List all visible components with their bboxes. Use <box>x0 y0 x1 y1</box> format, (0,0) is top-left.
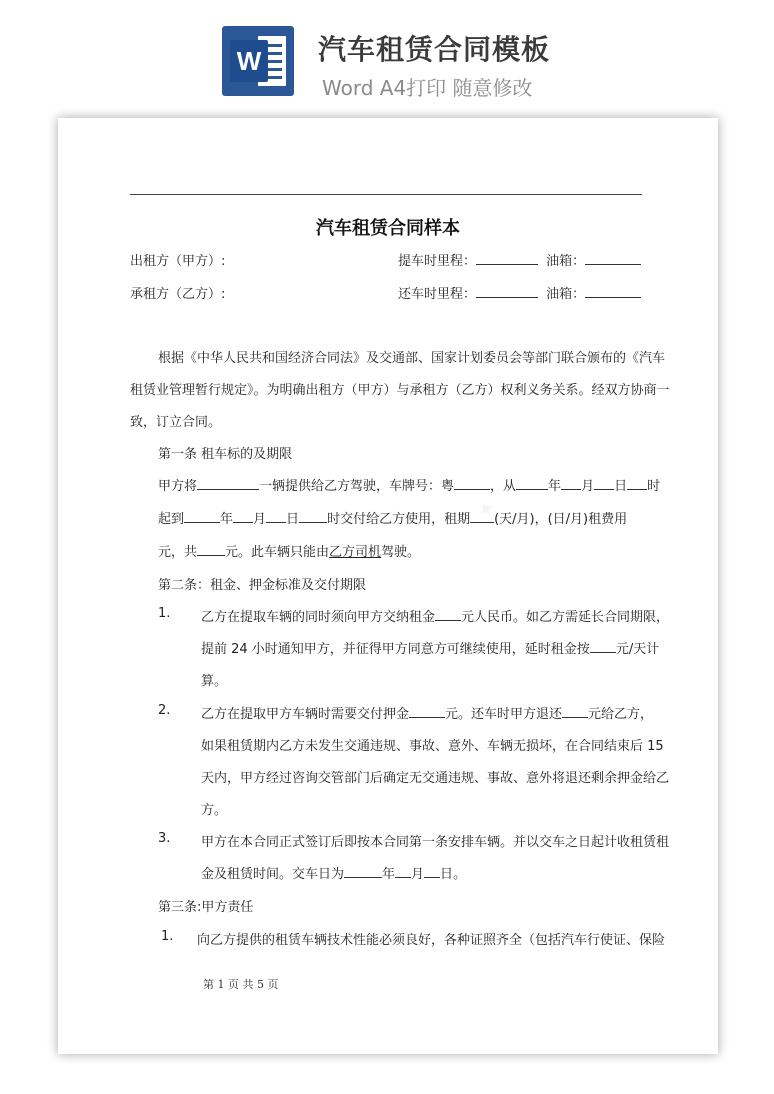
term-blank[interactable] <box>470 510 494 523</box>
article-1-line <box>158 541 420 560</box>
document-title: 汽车租赁合同样本 <box>316 218 460 239</box>
day-blank[interactable] <box>266 510 286 523</box>
lessor-label: 出租方（甲方）: <box>130 254 226 269</box>
pickup-fuel-blank[interactable] <box>585 252 641 265</box>
article-2-line <box>201 638 659 657</box>
month-blank[interactable] <box>233 510 253 523</box>
text: 元人民币。如乙方需延长合同期限， <box>461 610 670 625</box>
word-logo-letter: W <box>230 40 268 82</box>
text: 起到 <box>158 512 185 527</box>
article-3-heading: 第三条:甲方责任 <box>158 900 254 915</box>
article-2-heading: 第二条：租金、押金标准及交付期限 <box>158 578 367 593</box>
text: 日 <box>614 479 628 494</box>
driver-field: 乙方司机 <box>329 545 382 560</box>
fuel-label: 油箱： <box>546 254 586 269</box>
intro-paragraph-line: 租赁业管理暂行规定》。为明确出租方（甲方）与承租方（乙方）权利义务关系。经双方协商一 <box>130 383 670 398</box>
deposit-blank[interactable] <box>409 705 445 718</box>
article-1-heading: 第一条 租车标的及期限 <box>158 447 293 462</box>
list-number: 3. <box>158 831 171 846</box>
text: 月 <box>581 479 595 494</box>
article-2-line: 如果租赁期内乙方未发生交通违规、事故、意外、车辆无损坏，在合同结束后 15 <box>201 739 664 754</box>
page-footer: 第 1 页 共 5 页 <box>203 978 279 991</box>
intro-paragraph-line: 根据《中华人民共和国经济合同法》及交通部、国家计划委员会等部门联合颁布的《汽车 <box>158 351 666 366</box>
banner-subtitle: Word A4打印 随意修改 <box>322 76 533 100</box>
text: 元。此车辆只能由 <box>225 545 330 560</box>
text: 年 <box>548 479 562 494</box>
text: 年 <box>220 512 234 527</box>
text: 提前 24 小时通知甲方，并征得甲方同意方可继续使用，延时租金按 <box>201 642 590 657</box>
article-1-line <box>158 475 660 494</box>
list-number: 2. <box>158 703 171 718</box>
text: 日 <box>440 867 454 882</box>
hour-blank[interactable] <box>627 477 647 490</box>
word-document-icon <box>222 26 294 96</box>
text: 年 <box>382 867 396 882</box>
article-2-line: 天内，甲方经过咨询交管部门后确定无交通违规、事故、意外将退还剩余押金给乙 <box>201 771 670 786</box>
text: 日 <box>286 512 300 527</box>
year-blank[interactable] <box>184 510 220 523</box>
list-number: 1. <box>158 606 171 621</box>
header-rule <box>130 194 642 195</box>
article-1-line <box>158 508 627 527</box>
article-2-line: 算。 <box>201 674 228 689</box>
month-blank[interactable] <box>395 865 411 878</box>
day-blank[interactable] <box>424 865 440 878</box>
pickup-mileage-row <box>398 250 641 269</box>
article-2-line: 方。 <box>201 803 228 818</box>
car-model-blank[interactable] <box>197 477 259 490</box>
text: 一辆提供给乙方驾驶，车牌号：粤 <box>259 479 455 494</box>
article-2-line: 甲方在本合同正式签订后即按本合同第一条安排车辆。并以交车之日起计收租赁租 <box>201 835 670 850</box>
text: 元，共 <box>158 545 198 560</box>
document-page <box>58 118 718 1054</box>
pickup-mileage-blank[interactable] <box>476 252 538 265</box>
return-fuel-blank[interactable] <box>585 285 641 298</box>
year-blank[interactable] <box>344 865 382 878</box>
text: 元。还车时甲方退还 <box>445 707 563 722</box>
hour-blank[interactable] <box>299 510 327 523</box>
month-blank[interactable] <box>561 477 581 490</box>
text: 驾驶。 <box>381 545 421 560</box>
text: 时交付给乙方使用，租期 <box>327 512 471 527</box>
lessee-label: 承租方（乙方）: <box>130 287 226 302</box>
intro-paragraph-line: 致，订立合同。 <box>130 415 222 430</box>
article-2-line <box>201 863 466 882</box>
return-mileage-label: 还车时里程： <box>398 287 477 302</box>
article-2-line <box>201 703 653 722</box>
text: ，从 <box>490 479 517 494</box>
day-blank[interactable] <box>594 477 614 490</box>
list-number: 1. <box>161 929 174 944</box>
text: 。 <box>453 867 467 882</box>
total-blank[interactable] <box>197 543 225 556</box>
text: 元给乙方， <box>588 707 654 722</box>
return-mileage-blank[interactable] <box>476 285 538 298</box>
text: 甲方将 <box>158 479 198 494</box>
article-2-line <box>201 606 669 625</box>
banner-title: 汽车租赁合同模板 <box>318 33 551 66</box>
refund-blank[interactable] <box>562 705 588 718</box>
text: 月 <box>253 512 267 527</box>
plate-blank[interactable] <box>454 477 490 490</box>
rent-blank[interactable] <box>435 608 461 621</box>
article-3-line: 向乙方提供的租赁车辆技术性能必须良好，各种证照齐全（包括汽车行使证、保险 <box>197 933 666 948</box>
return-mileage-row <box>398 283 641 302</box>
fuel-label: 油箱： <box>546 287 586 302</box>
text: 时 <box>647 479 661 494</box>
text: 金及租赁时间。交车日为 <box>201 867 345 882</box>
text: 乙方在提取甲方车辆时需要交付押金 <box>201 707 410 722</box>
text: (天/月)，(日/月)租费用 <box>494 512 628 527</box>
year-blank[interactable] <box>516 477 548 490</box>
text: 元/天计 <box>615 642 660 657</box>
pickup-mileage-label: 提车时里程： <box>398 254 477 269</box>
text: 月 <box>411 867 425 882</box>
overtime-rent-blank[interactable] <box>590 640 616 653</box>
text: 乙方在提取车辆的同时须向甲方交纳租金 <box>201 610 436 625</box>
banner <box>0 0 774 110</box>
